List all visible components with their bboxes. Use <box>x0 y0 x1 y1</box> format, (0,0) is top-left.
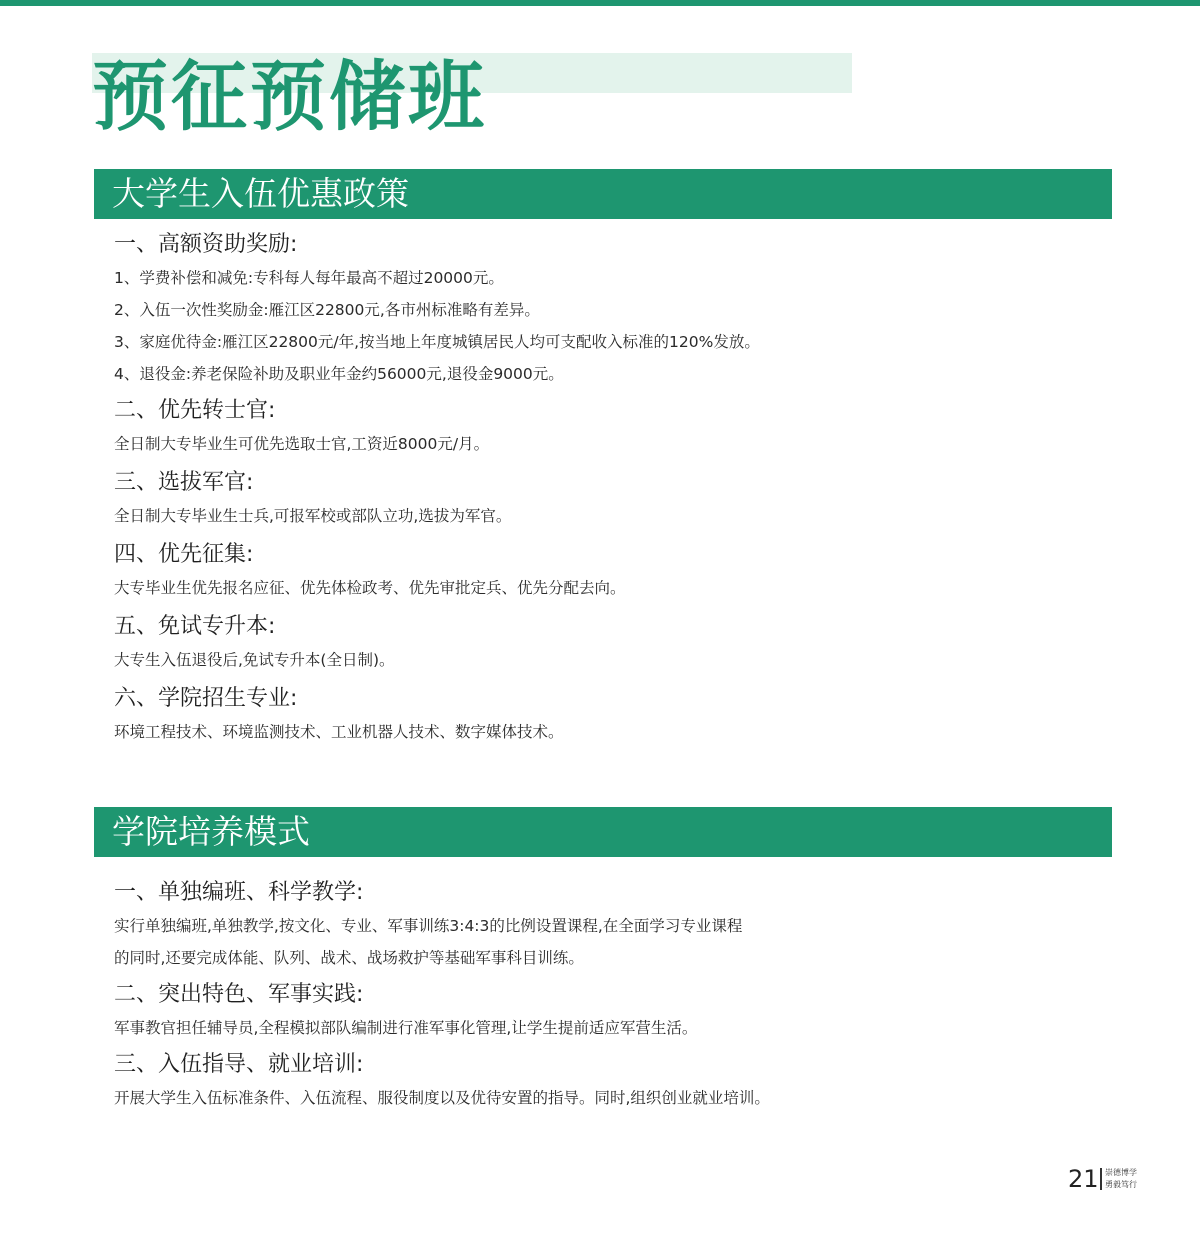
item-heading: 二、突出特色、军事实践: <box>114 982 364 1007</box>
item-heading: 一、高额资助奖励: <box>114 232 298 257</box>
item-line: 的同时,还要完成体能、队列、战术、战场救护等基础军事科目训练。 <box>114 949 584 967</box>
section-header-policies: 大学生入伍优惠政策 <box>94 169 1112 219</box>
item-line: 2、入伍一次性奖励金:雁江区22800元,各市州标准略有差异。 <box>114 301 540 319</box>
item-heading: 三、选拔军官: <box>114 470 254 495</box>
item-heading: 三、入伍指导、就业培训: <box>114 1052 364 1077</box>
page-number: 21 <box>1068 1165 1099 1193</box>
item-heading: 五、免试专升本: <box>114 614 276 639</box>
item-heading: 四、优先征集: <box>114 542 254 567</box>
page-title: 预征预储班 <box>92 52 487 141</box>
item-line: 大专毕业生优先报名应征、优先体检政考、优先审批定兵、优先分配去向。 <box>114 579 626 597</box>
item-line: 开展大学生入伍标准条件、入伍流程、服役制度以及优待安置的指导。同时,组织创业就业培训。 <box>114 1089 770 1107</box>
item-heading: 六、学院招生专业: <box>114 686 298 711</box>
section-body-training <box>114 876 1114 1114</box>
top-accent-bar <box>0 0 1200 6</box>
item-line: 3、家庭优待金:雁江区22800元/年,按当地上年度城镇居民人均可支配收入标准的120%发放。 <box>114 333 760 351</box>
item-line: 全日制大专毕业生士兵,可报军校或部队立功,选拔为军官。 <box>114 507 512 525</box>
motto-line: 勇毅笃行 <box>1105 1180 1137 1189</box>
section-body-policies <box>114 228 1114 748</box>
item-line: 全日制大专毕业生可优先选取士官,工资近8000元/月。 <box>114 435 490 453</box>
item-heading: 二、优先转士官: <box>114 398 276 423</box>
item-line: 实行单独编班,单独教学,按文化、专业、军事训练3:4:3的比例设置课程,在全面学习专业课程 <box>114 917 743 935</box>
item-line: 4、退役金:养老保险补助及职业年金约56000元,退役金9000元。 <box>114 365 564 383</box>
footer-divider <box>1100 1168 1102 1190</box>
footer-motto <box>1105 1167 1165 1191</box>
item-line: 大专生入伍退役后,免试专升本(全日制)。 <box>114 651 395 669</box>
item-line: 环境工程技术、环境监测技术、工业机器人技术、数字媒体技术。 <box>114 723 564 741</box>
item-line: 军事教官担任辅导员,全程模拟部队编制进行准军事化管理,让学生提前适应军营生活。 <box>114 1019 698 1037</box>
item-heading: 一、单独编班、科学教学: <box>114 880 364 905</box>
section-header-training: 学院培养模式 <box>94 807 1112 857</box>
item-line: 1、学费补偿和减免:专科每人每年最高不超过20000元。 <box>114 269 504 287</box>
motto-line: 崇德博学 <box>1105 1168 1137 1177</box>
